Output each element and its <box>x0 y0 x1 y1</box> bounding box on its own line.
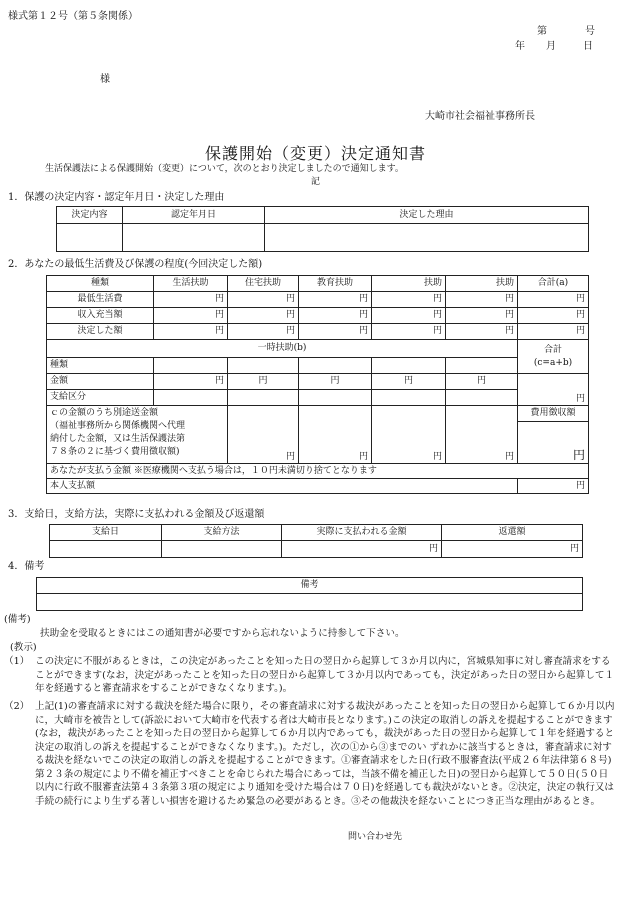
row-label-income: 収入充当額 <box>47 308 154 324</box>
total-c-label: 合計 <box>544 344 563 355</box>
date-month: 月 <box>546 41 556 52</box>
yen-cell: 円 <box>518 292 589 308</box>
yen-cell: 円 <box>372 406 446 464</box>
ichiji-label-type: 種類 <box>47 358 154 374</box>
yen-cell: 円 <box>154 308 228 324</box>
yen-cell: 円 <box>518 308 589 324</box>
yen-cell: 円 <box>154 292 228 308</box>
col-actual-amount: 実際に支払われる金額 <box>282 525 442 541</box>
yen-cell: 円 <box>446 308 518 324</box>
document-title: 保護開始（変更）決定通知書 <box>205 144 427 163</box>
row-label-min-cost: 最低生活費 <box>47 292 154 308</box>
date-year: 年 <box>515 41 525 52</box>
yen-cell: 円 <box>446 406 518 464</box>
kyoji-item2: 上記(1)の審査請求に対する裁決を経た場合に限り，その審査請求に対する裁決があったことを知った日の翌日から起算して６か月以内に，大崎市を被告として(訴訟において大崎市を代表する者は大崎市長となります。)この決定の取消しの訴えを提起することができます(なお，裁決があったことを知った日の翌日から起算して６か月以内であっても，裁決があった日の翌日から起算して１年を経過すると決定の取消しの訴えを提起することができなくなります。)。ただし，次の①から③までのい ずれかに該当するときは，審査請求に対する裁決を経ないでこの決定の取消しの訴えを提起することができます。①審査請求をした日(行政不服審査法(平成２６年法律第６８号)第２３条の規定により不備を補正すべきことを命じられた場合にあっては，当該不備を補正した日)の翌日から起算して５０日(５０日以内に行政不服審査法第４３条第３項の規定により通知を受けた場合は７０日)を経過しても裁決がないとき。②決定，決定の執行又は手続の続行により生ずる著しい損害を避けるため緊急の必要があるとき。③その他裁決を経ないことにつき正当な理由があるとき。 <box>35 701 615 807</box>
decision-reason-cell <box>265 224 589 252</box>
col-pay-method: 支給方法 <box>162 525 282 541</box>
col-approval-date: 認定年月日 <box>123 207 265 224</box>
kyoji-item2-number: （2） <box>4 701 30 712</box>
head-housing-aid: 住宅扶助 <box>228 276 299 292</box>
separate-remit-label: ｃの金額のうち別途送金額 （福祉事務所から関係機関へ代理 納付した金額，又は生活保護法第 ７８条の２に基づく費用徴収額) <box>47 406 228 464</box>
row-label-decided: 決定した額 <box>47 324 154 340</box>
total-c-cell <box>518 340 589 374</box>
yen-cell: 円 <box>228 324 299 340</box>
head-aid-2: 扶助 <box>446 276 518 292</box>
yen-cell: 円 <box>299 308 372 324</box>
ki-mark: 記 <box>311 177 321 187</box>
yen-cell: 円 <box>299 292 372 308</box>
issuer: 大崎市社会福祉事務所長 <box>425 111 535 122</box>
yen-cell: 円 <box>299 324 372 340</box>
yen-cell: 円 <box>372 324 446 340</box>
fee-yen: 円 <box>572 448 585 462</box>
living-cost-table <box>46 275 589 340</box>
head-total-a: 合計(a) <box>518 276 589 292</box>
self-pay-label: 本人支払額 <box>47 479 518 494</box>
remarks-cell <box>37 594 583 611</box>
yen-cell: 円 <box>299 374 372 390</box>
temporary-aid-table <box>46 339 589 494</box>
contact-label: 問い合わせ先 <box>348 832 403 842</box>
kyoji-item1: この決定に不服があるときは，この決定があったことを知った日の翌日から起算して３か月以内に，宮城県知事に対し審査請求をすることができます(なお，決定があったことを知った日の翌日から起算して３か月以内であっても，決定があった日の翌日から起算して１年を経過すると審査請求をすることができなくなります。)。 <box>35 656 615 694</box>
payment-table <box>49 524 583 558</box>
date-day: 日 <box>583 41 593 52</box>
yen-cell: 円 <box>228 292 299 308</box>
yen-cell: 円 <box>372 374 446 390</box>
col-decision-reason: 決定した理由 <box>265 207 589 224</box>
col-pay-date: 支給日 <box>50 525 162 541</box>
yen-cell: 円 <box>154 324 228 340</box>
biko-label: (備考) <box>4 614 31 625</box>
yen-cell: 円 <box>446 324 518 340</box>
yen-cell: 円 <box>446 292 518 308</box>
col-refund: 返還額 <box>442 525 583 541</box>
yen-cell: 円 <box>446 374 518 390</box>
temporary-aid-header: 一時扶助(b) <box>47 340 518 358</box>
pay-note: あなたが支払う金額 ※医療機関へ支払う場合は，１０円未満切り捨てとなります <box>47 464 589 479</box>
kyoji-item1-number: （1） <box>4 656 30 667</box>
yen-cell: 円 <box>299 406 372 464</box>
doc-number-suffix: 号 <box>585 26 595 37</box>
col-remarks: 備考 <box>37 578 583 594</box>
section1-heading: 1．保護の決定内容・認定年月日・決定した理由 <box>8 192 225 203</box>
intro-text: 生活保護法による保護開始（変更）について，次のとおり決定しましたので通知します。 <box>45 164 404 174</box>
head-living-aid: 生活扶助 <box>154 276 228 292</box>
ichiji-label-amount: 金額 <box>47 374 154 390</box>
head-type: 種類 <box>47 276 154 292</box>
total-c-yen: 円 <box>518 374 589 406</box>
yen-cell: 円 <box>518 324 589 340</box>
biko-text: 扶助金を受取るときにはこの通知書が必要ですから忘れないように持参して下さい。 <box>40 628 405 639</box>
decision-table <box>56 206 589 252</box>
yen-cell: 円 <box>228 374 299 390</box>
yen-cell: 円 <box>372 308 446 324</box>
self-pay-yen: 円 <box>518 479 589 494</box>
form-number: 様式第１２号（第５条関係） <box>8 11 138 22</box>
fee-label: 費用徴収額 <box>518 406 588 422</box>
total-c-formula: (c=a+b) <box>533 357 573 368</box>
recipient-suffix: 様 <box>100 74 110 85</box>
ichiji-label-category: 支給区分 <box>47 390 154 406</box>
section4-heading: 4．備考 <box>8 561 45 572</box>
yen-cell: 円 <box>154 374 228 390</box>
actual-amount-yen: 円 <box>282 541 442 558</box>
remarks-table <box>36 577 583 611</box>
refund-yen: 円 <box>442 541 583 558</box>
approval-date-cell <box>123 224 265 252</box>
decision-content-cell <box>57 224 123 252</box>
fee-cell <box>518 406 589 464</box>
head-education-aid: 教育扶助 <box>299 276 372 292</box>
yen-cell: 円 <box>372 292 446 308</box>
section3-heading: 3．支給日，支給方法，実際に支払われる金額及び返還額 <box>8 509 265 520</box>
section2-heading: 2．あなたの最低生活費及び保護の程度(今回決定した額) <box>8 259 263 270</box>
head-aid-1: 扶助 <box>372 276 446 292</box>
yen-cell: 円 <box>228 308 299 324</box>
kyoji-label: (教示) <box>10 642 37 653</box>
col-decision-content: 決定内容 <box>57 207 123 224</box>
doc-number-label: 第 <box>537 26 547 37</box>
yen-cell: 円 <box>228 406 299 464</box>
